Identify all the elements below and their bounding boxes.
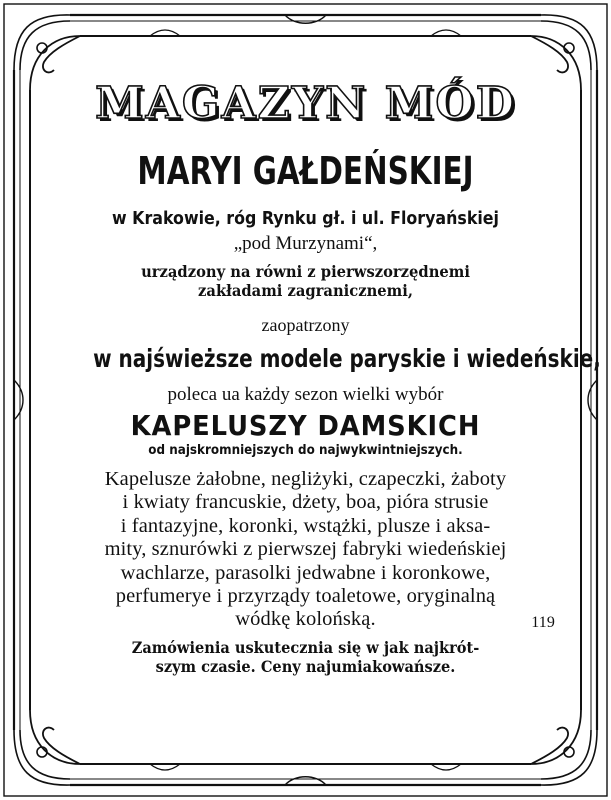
shop-address: w Krakowie, róg Rynku gł. i ul. Floryańskiej	[112, 208, 499, 229]
shop-location: „pod Murzynami“,	[233, 233, 378, 254]
orders-line: szym czasie. Ceny najumiakowańsze.	[155, 656, 456, 676]
goods-line: Kapelusze żałobne, negliżyki, czapeczki, żaboty	[104, 468, 507, 490]
advertisement-text	[40, 72, 601, 676]
equipped-line: urządzony na równi z pierwszorzędnemi	[141, 262, 470, 281]
hats-heading: KAPELUSZY DAMSKICH	[130, 409, 481, 442]
range-text: od najskromniejszych do najwykwintniejszych.	[148, 443, 463, 458]
goods-line: mity, sznurówki z pierwszej fabryki wiedeńskiej	[104, 538, 507, 561]
goods-line: perfumerye i przyrządy toaletowe, oryginalną	[115, 585, 496, 608]
goods-last-line	[40, 608, 571, 631]
ad-number: 119	[531, 614, 555, 632]
models-text: w najświeższe modele paryskie i wiedeńskie,	[93, 344, 601, 373]
owner-name: MARYI GAŁDEŃSKIEJ	[137, 149, 474, 193]
shop-title: MAGAZYN MÓD	[95, 78, 516, 129]
goods-line: wachlarze, parasolki jedwabne i koronkowe,	[120, 561, 491, 584]
equipped-line: zakładami zagranicznemi,	[198, 281, 413, 300]
orders-line: Zamówienia uskuteczniа się w jak najkrót-	[131, 637, 480, 657]
goods-line: i kwiaty francuskie, dżety, boa, pióra strusie	[122, 491, 489, 514]
offer-text: poleca ua każdy sezon wielki wybór	[167, 384, 444, 405]
goods-line: wódkę kolońską.	[235, 608, 376, 631]
goods-line: i fantazyjne, koronki, wstążki, plusze i aksa-	[120, 514, 491, 537]
supplied-text: zaopatrzony	[261, 315, 350, 335]
goods-paragraph	[40, 468, 571, 632]
